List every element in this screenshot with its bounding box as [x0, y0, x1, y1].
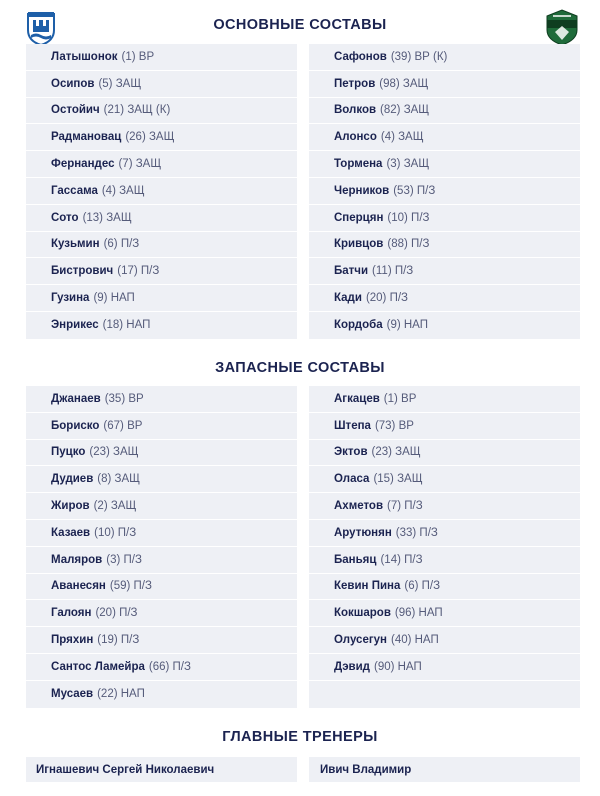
player-number-position: (6) П/З	[103, 238, 140, 251]
player-row	[309, 285, 580, 312]
player-row	[26, 232, 297, 259]
player-number-position: (33) П/З	[395, 526, 438, 539]
player-name: Кузьмин	[51, 238, 100, 251]
player-name: Сперцян	[334, 211, 384, 224]
player-row	[26, 440, 297, 467]
player-name: Фернандес	[51, 158, 115, 171]
player-number-position: (11) П/З	[372, 265, 414, 278]
player-name: Ахметов	[334, 500, 384, 513]
player-number-position: (20) П/З	[365, 292, 408, 305]
starting-lineups-title: ОСНОВНЫЕ СОСТАВЫ	[213, 17, 387, 33]
player-row	[309, 44, 580, 71]
player-number-position: (66) П/З	[148, 660, 191, 673]
player-row	[309, 493, 580, 520]
player-number-position: (15) ЗАЩ	[373, 473, 423, 486]
player-number-position: (9) НАП	[386, 319, 428, 332]
player-name: Кривцов	[334, 238, 384, 251]
player-name: Эктов	[334, 446, 368, 459]
player-number-position: (73) ВР	[374, 419, 414, 432]
away-subs-list	[309, 386, 580, 708]
player-number-position: (14) П/З	[380, 553, 423, 566]
player-number-position: (82) ЗАЩ	[380, 104, 430, 117]
empty-row	[309, 681, 580, 708]
player-row	[26, 98, 297, 125]
player-number-position: (40) НАП	[390, 634, 439, 647]
player-row	[26, 466, 297, 493]
player-number-position: (59) П/З	[109, 580, 152, 593]
player-name: Казаев	[51, 526, 91, 539]
player-number-position: (53) П/З	[393, 184, 436, 197]
player-row	[26, 681, 297, 708]
player-row	[26, 547, 297, 574]
player-name: Петров	[334, 77, 376, 90]
player-number-position: (2) ЗАЩ	[93, 500, 137, 513]
player-number-position: (4) ЗАЩ	[101, 184, 145, 197]
player-name: Галоян	[51, 607, 92, 620]
player-name: Штепа	[334, 419, 371, 432]
player-number-position: (17) П/З	[117, 265, 160, 278]
home-head-coach: Игнашевич Сергей Николаевич	[26, 757, 297, 782]
player-row	[309, 547, 580, 574]
player-name: Гузина	[51, 292, 90, 305]
player-name: Гассама	[51, 184, 98, 197]
player-name: Волков	[334, 104, 377, 117]
player-row	[309, 574, 580, 601]
player-row	[309, 258, 580, 285]
player-name: Баньяц	[334, 553, 377, 566]
player-row	[309, 520, 580, 547]
player-name: Пряхин	[51, 634, 94, 647]
player-name: Арутюнян	[334, 526, 392, 539]
player-number-position: (39) ВР (К)	[390, 50, 448, 63]
player-name: Остойич	[51, 104, 100, 117]
player-name: Маляров	[51, 553, 103, 566]
away-head-coach: Ивич Владимир	[309, 757, 580, 782]
away-starting-list	[309, 44, 580, 339]
player-row	[26, 413, 297, 440]
home-starting-list	[26, 44, 297, 339]
player-row	[309, 124, 580, 151]
player-row	[309, 312, 580, 339]
player-number-position: (10) П/З	[94, 526, 137, 539]
player-name: Мусаев	[51, 688, 94, 701]
player-row	[26, 386, 297, 413]
player-row	[26, 258, 297, 285]
player-name: Пуцко	[51, 446, 86, 459]
player-number-position: (22) НАП	[97, 688, 145, 701]
player-name: Кордоба	[334, 319, 383, 332]
player-row	[26, 627, 297, 654]
player-name: Агкацев	[334, 392, 380, 405]
player-name: Тормена	[334, 158, 383, 171]
player-row	[26, 285, 297, 312]
player-row	[309, 232, 580, 259]
player-number-position: (3) П/З	[106, 553, 142, 566]
player-row	[309, 440, 580, 467]
head-coaches-title: ГЛАВНЫЕ ТРЕНЕРЫ	[222, 729, 378, 745]
player-number-position: (35) ВР	[104, 392, 144, 405]
player-row	[26, 44, 297, 71]
player-number-position: (4) ЗАЩ	[380, 131, 424, 144]
player-row	[309, 98, 580, 125]
player-name: Кевин Пина	[334, 580, 401, 593]
player-row	[26, 124, 297, 151]
player-number-position: (88) П/З	[387, 238, 430, 251]
player-row	[26, 312, 297, 339]
player-name: Дудиев	[51, 473, 94, 486]
player-name: Энрикес	[51, 319, 99, 332]
player-row	[26, 205, 297, 232]
player-name: Олусегун	[334, 634, 387, 647]
player-number-position: (23) ЗАЩ	[371, 446, 421, 459]
player-number-position: (7) П/З	[387, 500, 423, 513]
player-row	[309, 466, 580, 493]
player-name: Черников	[334, 184, 390, 197]
player-name: Кади	[334, 292, 362, 305]
player-row	[26, 151, 297, 178]
player-row	[309, 71, 580, 98]
player-row	[309, 386, 580, 413]
substitutes-title: ЗАПАСНЫЕ СОСТАВЫ	[215, 360, 385, 376]
player-row	[26, 600, 297, 627]
player-number-position: (8) ЗАЩ	[97, 473, 140, 486]
player-name: Осипов	[51, 77, 95, 90]
player-name: Сафонов	[334, 50, 387, 63]
player-name: Джанаев	[51, 392, 101, 405]
player-number-position: (5) ЗАЩ	[98, 77, 142, 90]
player-name: Бистрович	[51, 265, 114, 278]
player-row	[309, 627, 580, 654]
player-name: Сото	[51, 211, 79, 224]
player-number-position: (13) ЗАЩ	[82, 211, 132, 224]
player-name: Бориско	[51, 419, 100, 432]
player-name: Сантос Ламейра	[51, 660, 145, 673]
player-number-position: (26) ЗАЩ	[125, 131, 175, 144]
player-number-position: (6) П/З	[404, 580, 441, 593]
player-number-position: (10) П/З	[387, 211, 430, 224]
player-number-position: (90) НАП	[373, 660, 422, 673]
player-name: Жиров	[51, 500, 90, 513]
player-row	[26, 520, 297, 547]
player-row	[309, 205, 580, 232]
player-number-position: (96) НАП	[394, 607, 443, 620]
player-number-position: (21) ЗАЩ (К)	[103, 104, 171, 117]
player-row	[26, 574, 297, 601]
player-row	[26, 71, 297, 98]
player-number-position: (23) ЗАЩ	[89, 446, 139, 459]
player-name: Аванесян	[51, 580, 106, 593]
player-number-position: (67) ВР	[103, 419, 143, 432]
player-name: Батчи	[334, 265, 369, 278]
player-number-position: (3) ЗАЩ	[386, 158, 430, 171]
player-row	[309, 413, 580, 440]
player-number-position: (7) ЗАЩ	[118, 158, 162, 171]
player-row	[26, 654, 297, 681]
player-row	[309, 151, 580, 178]
player-name: Оласа	[334, 473, 370, 486]
player-number-position: (20) П/З	[95, 607, 138, 620]
home-subs-list	[26, 386, 297, 708]
player-name: Кокшаров	[334, 607, 391, 620]
player-row	[26, 493, 297, 520]
player-number-position: (98) ЗАЩ	[379, 77, 429, 90]
player-name: Алонсо	[334, 131, 377, 144]
player-row	[309, 654, 580, 681]
player-name: Радмановац	[51, 131, 122, 144]
player-row	[309, 178, 580, 205]
player-name: Дэвид	[334, 660, 370, 673]
player-number-position: (19) П/З	[97, 634, 140, 647]
player-number-position: (9) НАП	[93, 292, 135, 305]
player-number-position: (18) НАП	[102, 319, 151, 332]
player-name: Латышонок	[51, 50, 118, 63]
player-row	[309, 600, 580, 627]
player-number-position: (1) ВР	[121, 50, 155, 63]
player-number-position: (1) ВР	[383, 392, 417, 405]
player-row	[26, 178, 297, 205]
